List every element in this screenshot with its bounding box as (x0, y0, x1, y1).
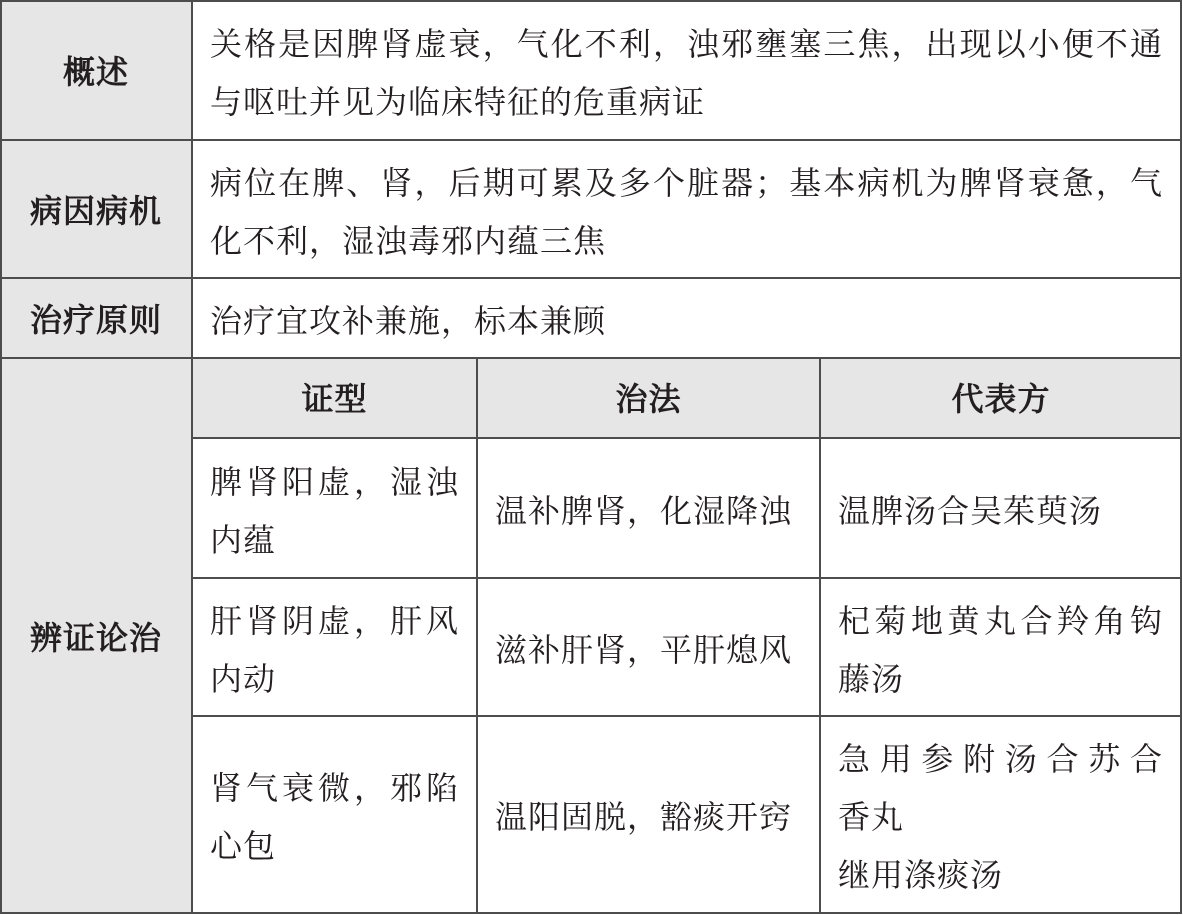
table-border (476, 358, 478, 914)
cell-line: 温补脾肾，化湿降浊 (495, 491, 793, 530)
cell-line: 藤汤 (838, 659, 905, 698)
row-label-differentiation (0, 358, 192, 914)
principle-line: 治疗宜攻补兼施，标本兼顾 (210, 301, 607, 340)
principle-cell (192, 278, 1182, 358)
table-border (192, 577, 1182, 579)
cell-line: 肝肾阴虚，肝风 (210, 601, 462, 640)
cell-line: 肾气衰微，邪陷 (210, 768, 462, 807)
cell-line: 香丸 (838, 797, 905, 836)
representative-formula-cell (820, 438, 1182, 578)
cell-line: 温阳固脱，豁痰开窍 (495, 797, 793, 836)
row-label-text: 治疗原则 (29, 301, 162, 339)
row-label-overview (0, 0, 192, 140)
table-border (1180, 0, 1182, 914)
column-header-text: 治法 (615, 380, 682, 418)
column-header-method (477, 358, 820, 438)
syndrome-pattern-cell (192, 716, 477, 912)
row-label-text: 概述 (62, 53, 129, 91)
cell-line: 杞菊地黄丸合羚角钩 (838, 601, 1167, 640)
representative-formula-cell (820, 578, 1182, 716)
treatment-method-cell (477, 438, 820, 578)
cell-line: 心包 (210, 826, 277, 865)
column-header-pattern (192, 358, 477, 438)
etiology-line: 化不利，湿浊毒邪内蕴三焦 (210, 221, 607, 260)
overview-line: 与呕吐并见为临床特征的危重病证 (210, 82, 706, 121)
treatment-method-cell (477, 578, 820, 716)
cell-line: 继用涤痰汤 (838, 855, 1004, 894)
table-border (0, 0, 2, 914)
cell-line: 内动 (210, 659, 277, 698)
syndrome-pattern-cell (192, 578, 477, 716)
cell-line: 内蕴 (210, 520, 277, 559)
row-label-text: 病因病机 (29, 192, 162, 230)
overview-line: 关格是因脾肾虚衰，气化不利，浊邪壅塞三焦，出现以小便不通 (210, 24, 1165, 63)
table-border (0, 357, 1182, 359)
etiology-cell (192, 140, 1182, 278)
syndrome-pattern-cell (192, 438, 477, 578)
row-label-principle (0, 278, 192, 358)
table-border (819, 358, 821, 914)
column-header-formula (820, 358, 1182, 438)
table-border (0, 277, 1182, 279)
cell-line: 急用参附汤合苏合 (838, 739, 1172, 778)
table-border (0, 0, 1182, 2)
table-border (192, 715, 1182, 717)
row-label-text: 辨证论治 (29, 619, 162, 657)
etiology-line: 病位在脾、肾，后期可累及多个脏器；基本病机为脾肾衰惫，气 (210, 163, 1165, 202)
overview-cell (192, 0, 1182, 140)
table-border (0, 912, 1182, 914)
cell-line: 脾肾阳虚，湿浊 (210, 462, 462, 501)
cell-line: 滋补肝肾，平肝熄风 (495, 630, 793, 669)
table-border (192, 437, 1182, 439)
row-label-etiology (0, 140, 192, 278)
table-border (191, 0, 193, 914)
representative-formula-cell (820, 716, 1182, 912)
treatment-method-cell (477, 716, 820, 912)
column-header-text: 证型 (301, 380, 368, 418)
column-header-text: 代表方 (951, 380, 1051, 418)
table-border (0, 139, 1182, 141)
cell-line: 温脾汤合吴茱萸汤 (838, 491, 1103, 530)
